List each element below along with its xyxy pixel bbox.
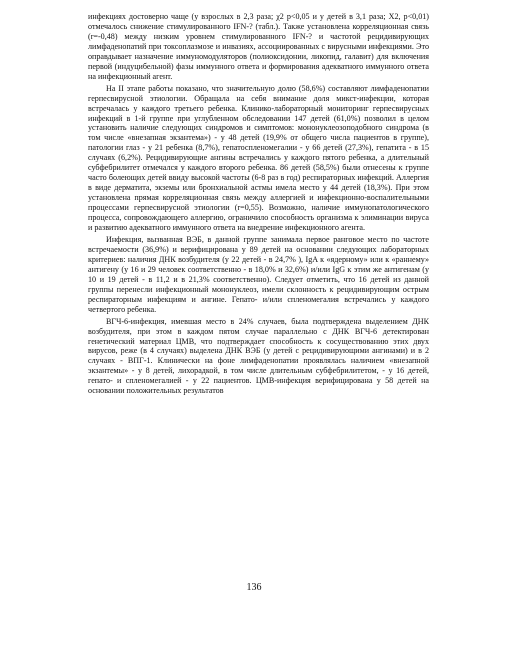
paragraph-2: На II этапе работы показано, что значительную долю (58,6%) составляют лимфаденопатии герпесвирусной этиологии. Обращала на себя внимание доля микст-инфекции, которая встречалась у каждого третьего ребенка. Клинико-лабораторный мониторинг герпесвирусных инфекций в 1-й группе при углубленном обследовании 147 детей (61,0%) позволил в целом установить наличие следующих синдромов и симптомов: мононуклеозоподобного синдрома (в том числе «внезапная экзантема») - у 48 детей (19,9% от общего числа пациентов в группе), патологии глаз - у 21 ребенка (8,7%), гепатоспленомегалии - у 66 детей (27,3%), гепатита - в 15 случаях (6,2%). Рецидивирующие ангины встречались у каждого пятого ребенка, а длительный субфебрилитет отмечался у каждого второго ребенка. 86 детей (58,5%) были отнесены к группе часто болеющих детей ввиду высокой частоты (6-8 раз в год) респираторных инфекций. Аллергия в виде дерматита, экземы или бронхиальной астмы имела место у 44 детей (18,3%). При этом установлена прямая корреляционная связь между аллергией и инфекционно-воспалительными процессами герпесвирусной этиологии (r=0,55). Возможно, наличие иммунопатологического процесса, сопровождающего аллергию, ограничило способность организма к элиминации вируса и развитию адекватного иммунного ответа на внедрение инфекционного агента.	[88, 83, 429, 233]
paragraph-3: Инфекция, вызванная ВЭБ, в данной группе занимала первое ранговое место по частоте встречаемости (36,9%) и верифицирована у 89 детей на основании следующих лабораторных критериев: наличия ДНК возбудителя (у 22 детей - в 24,7% ), IgA к «ядерному» или к «раннему» антигену (у 16 и 29 человек соответственно - в 18,0% и 32,6%) и/или IgG к этим же антигенам (у 10 и 19 детей - в 11,2 и в 21,3% соответственно). Следует отметить, что 16 детей из данной группы перенесли инфекционный мононуклеоз, имели склонность к рецидивирующим острым респираторным инфекциям и ангине. Гепато- и/или спленомегалия встречались у каждого четвертого ребенка.	[88, 234, 429, 314]
page-number: 136	[246, 582, 262, 593]
paragraph-1: инфекциях достоверно чаще (у взрослых в 2,3 раза; χ2 p<0,05 и у детей в 3,1 раза; Χ2, p<0,01) отмечалось снижение стимулированного IFN-? (табл.). Также установлена корреляционная связь (r=-0,48) между низким уровнем стимулированного IFN-? и частотой рецидивирующих лимфаденопатий при токсоплазмозе и инвазиях, ассоциированных с вирусными инфекциями. Это оправдывает назначение иммуномодуляторов (полиоксидонии, ликопид, галавит) для включения первой (индуцибельной) фазы иммунного ответа и формирования адекватного иммунного ответа на инфекционный агент.	[88, 12, 429, 81]
body-text	[88, 12, 429, 396]
paragraph-4: ВГЧ-6-инфекция, имевшая место в 24% случаев, была подтверждена выделением ДНК возбудителя, при этом в каждом пятом случае параллельно с ДНК ВГЧ-6 детектирован генетический материал ЦМВ, что подтверждает способность к сосуществованию этих двух вирусов, реже (в 4 случаях) выделена ДНК ВЭБ (у детей с рецидивирующими ангинами) и в 2 случаях - ВПГ-1. Клинически на фоне лимфаденопатии проявлялась наличием «внезапной экзантемы» - у 8 детей, лихорадкой, в том числе длительным субфебрилитетом, - у 16 детей, гепато- и спленомегалией - у 22 пациентов. ЦМВ-инфекция верифицирована у 58 детей на основании положительных результатов	[88, 316, 429, 396]
